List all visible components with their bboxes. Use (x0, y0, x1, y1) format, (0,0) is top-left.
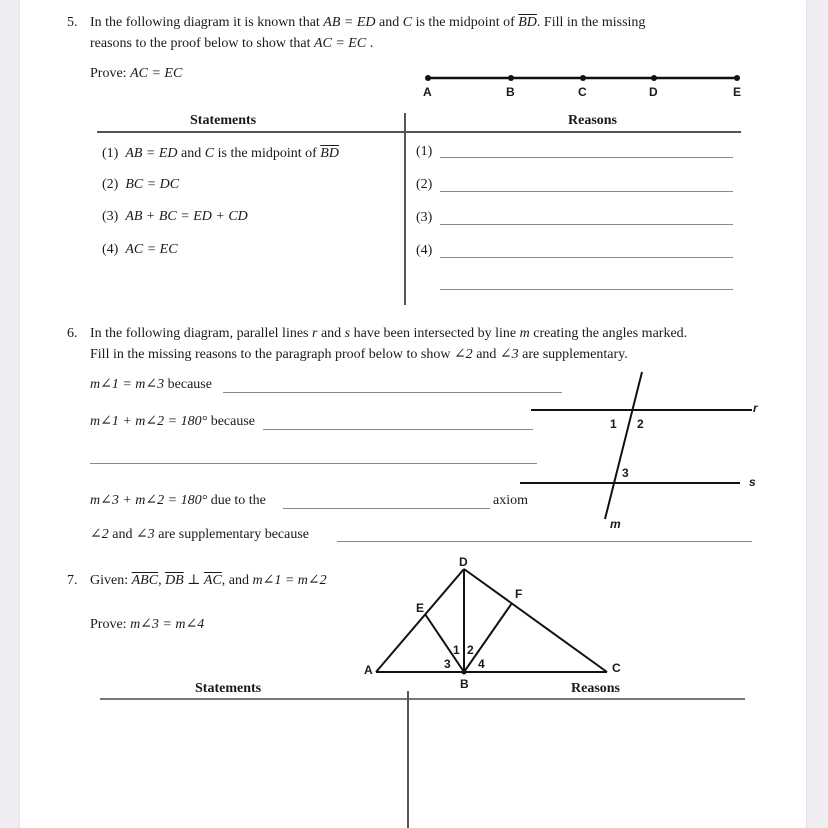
q6-proof-line-4: ∠2 and ∠3 are supplementary because (90, 527, 310, 542)
q6-axiom-label: axiom (493, 493, 528, 508)
vertex-label-b: B (460, 677, 469, 691)
angle-label-3: 3 (622, 466, 629, 480)
point-label-c: C (578, 85, 587, 99)
q7-prove: Prove: m∠3 = m∠4 (90, 617, 205, 632)
point-label-b: B (506, 85, 515, 99)
line-label-s: s (749, 475, 756, 489)
q6-proof-line-3: m∠3 + m∠2 = 180° due to the (90, 493, 266, 508)
point-label-e: E (733, 85, 742, 99)
q5-prove: Prove: AC = EC (90, 66, 183, 81)
q5-statement-2: (2) BC = DC (102, 177, 180, 192)
q7-table-divider (407, 691, 409, 828)
vertex-label-c: C (612, 661, 621, 675)
q7-triangle-diagram (20, 0, 806, 828)
q5-reason-2-num: (2) (416, 177, 433, 192)
line-label-r: r (753, 401, 758, 415)
q7-reasons-header: Reasons (571, 681, 621, 696)
q5-prompt-line2: reasons to the proof below to show that AC = EC . (90, 36, 374, 51)
angle-label-q7-2: 2 (467, 643, 474, 657)
vertex-label-a: A (364, 663, 373, 677)
q5-statement-3: (3) AB + BC = ED + CD (102, 209, 248, 224)
point-label-d: D (649, 85, 658, 99)
q5-statement-1: (1) AB = ED and C is the midpoint of $\overline{BD}$ (102, 146, 339, 161)
q7-given: Given: $\overline{ABC}$, $\overline{DB}$ ⊥ $\overline{AC}$, and m∠1 = m∠2 (90, 573, 327, 588)
worksheet-page (20, 0, 806, 828)
q6-prompt-line2: Fill in the missing reasons to the paragraph proof below to show ∠2 and ∠3 are supplementary. (90, 347, 628, 362)
q7-number: 7. (67, 573, 78, 588)
q5-statement-4: (4) AC = EC (102, 242, 178, 257)
angle-label-q7-3: 3 (444, 657, 451, 671)
vertex-label-d: D (459, 555, 468, 569)
q6-proof-line-1: m∠1 = m∠3 because (90, 377, 212, 392)
angle-label-q7-1: 1 (453, 643, 460, 657)
q6-number: 6. (67, 326, 78, 341)
q5-reason-3-num: (3) (416, 210, 433, 225)
q7-statements-header: Statements (195, 681, 262, 696)
q5-number: 5. (67, 15, 78, 30)
angle-label-2: 2 (637, 417, 644, 431)
angle-label-1: 1 (610, 417, 617, 431)
q5-prompt-line1: In the following diagram it is known that AB = ED and C is the midpoint of $\overline{BD}$. Fill in the missing (90, 15, 646, 30)
vertex-label-e: E (416, 601, 425, 615)
line-label-m: m (610, 517, 621, 531)
q6-proof-line-2: m∠1 + m∠2 = 180° because (90, 414, 255, 429)
angle-label-q7-4: 4 (478, 657, 485, 671)
q7-table-header-rule (100, 698, 745, 700)
vertex-label-f: F (515, 587, 523, 601)
q5-reasons-header: Reasons (568, 113, 618, 128)
q5-reason-1-num: (1) (416, 144, 433, 159)
q5-reason-4-num: (4) (416, 243, 433, 258)
q5-statements-header: Statements (190, 113, 257, 128)
q6-prompt-line1: In the following diagram, parallel lines r and s have been intersected by line m creating the angles marked. (90, 326, 688, 341)
point-label-a: A (423, 85, 432, 99)
